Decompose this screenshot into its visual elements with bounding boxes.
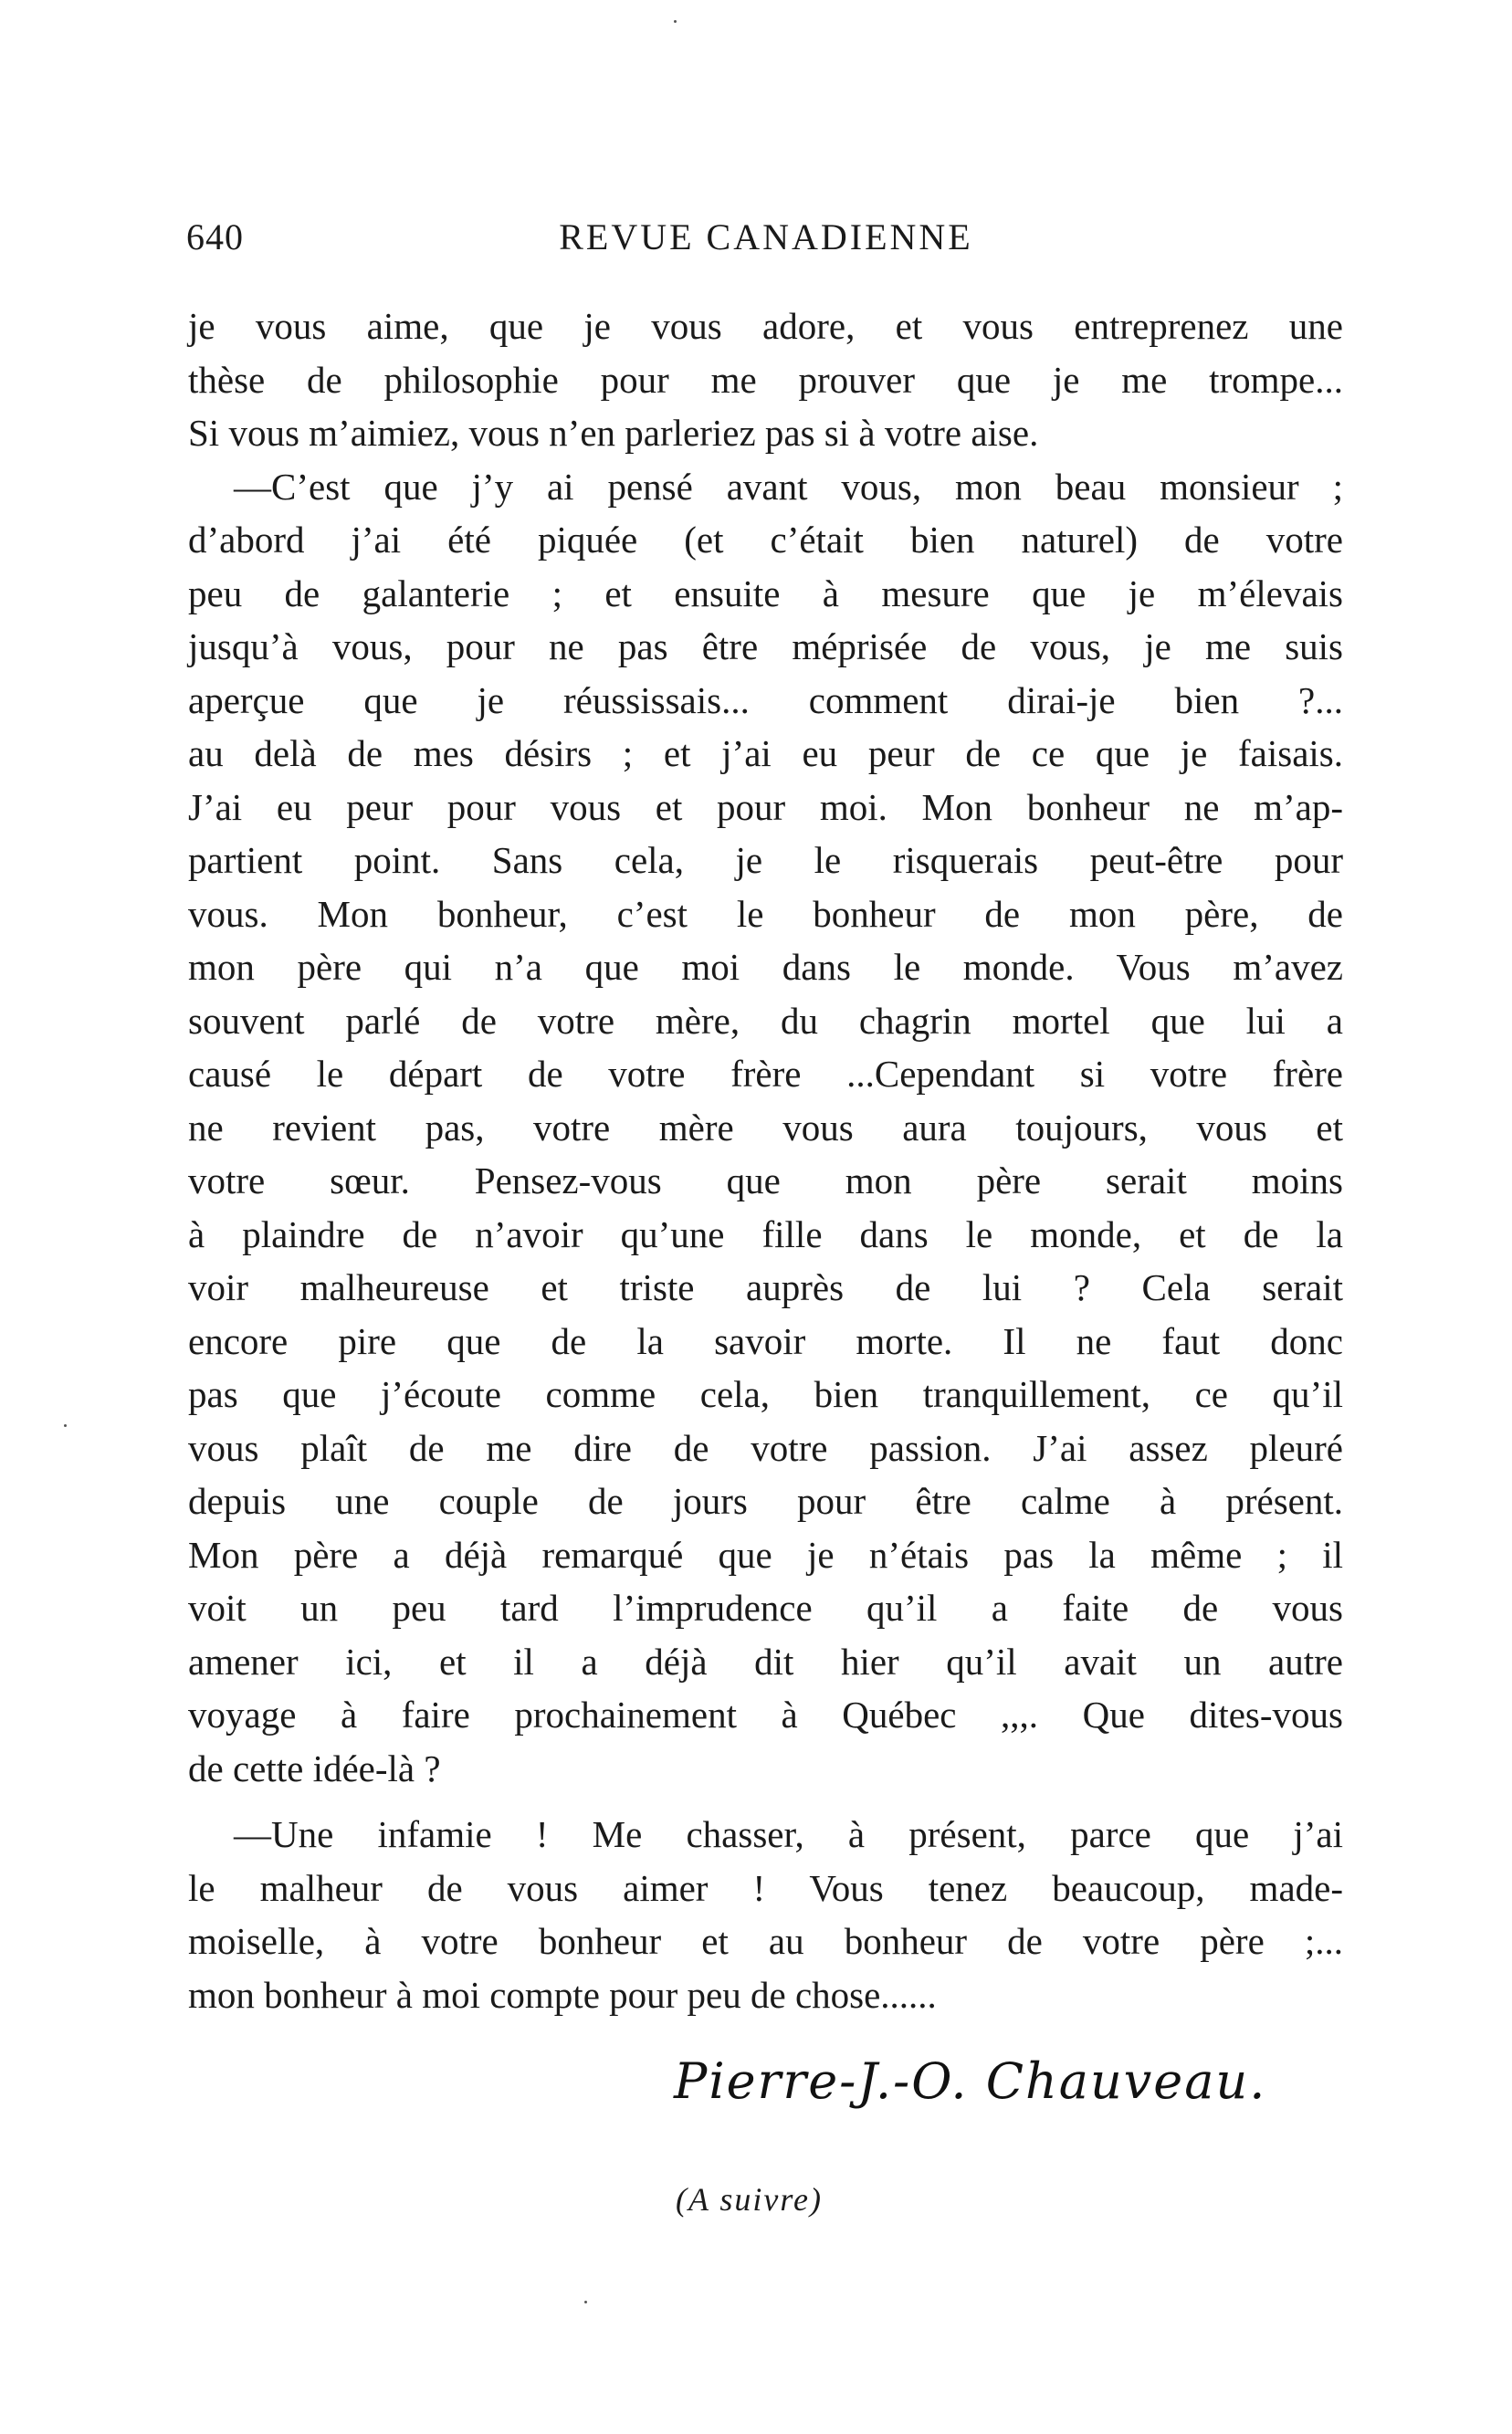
text-line: encore pire que de la savoir morte. Il ne faut donc — [188, 1319, 1343, 1362]
page-header — [186, 215, 1346, 270]
scan-speck — [584, 2301, 587, 2303]
text-line: voyage à faire prochainement à Québec ,,,. Que dites-vous — [188, 1694, 1343, 1736]
scan-speck — [64, 1424, 67, 1427]
page-number: 640 — [186, 216, 244, 257]
text-line: aperçue que je réussissais... comment dirai-je bien ?... — [188, 678, 1343, 721]
text-line: partient point. Sans cela, je le risquerais peut-être pour — [188, 839, 1343, 881]
text-line: —C’est que j’y ai pensé avant vous, mon beau monsieur ; — [234, 465, 1343, 508]
text-line: votre sœur. Pensez-vous que mon père serait moins — [188, 1159, 1343, 1201]
text-line: vous plaît de me dire de votre passion. J’ai assez pleuré — [188, 1426, 1343, 1469]
text-line: mon père qui n’a que moi dans le monde. Vous m’avez — [188, 946, 1343, 988]
text-line: vous. Mon bonheur, c’est le bonheur de mon père, de — [188, 892, 1343, 935]
text-line: causé le départ de votre frère ...Cependant si votre frère — [188, 1053, 1343, 1095]
text-line: Mon père a déjà remarqué que je n’étais pas la même ; il — [188, 1533, 1343, 1576]
text-line: mon bonheur à moi compte pour peu de chose...... — [188, 1973, 937, 2016]
text-line: je vous aime, que je vous adore, et vous entreprenez une — [188, 305, 1343, 347]
running-title: REVUE CANADIENNE — [559, 216, 973, 257]
text-line: depuis une couple de jours pour être calme à présent. — [188, 1480, 1343, 1522]
scan-speck — [674, 20, 677, 23]
text-line: voir malheureuse et triste auprès de lui ? Cela serait — [188, 1266, 1343, 1308]
text-line: voit un peu tard l’imprudence qu’il a faite de vous — [188, 1587, 1343, 1629]
text-line: jusqu’à vous, pour ne pas être méprisée de vous, je me suis — [188, 625, 1343, 667]
text-line: souvent parlé de votre mère, du chagrin mortel que lui a — [188, 999, 1343, 1042]
author-signature: Pierre-J.-O. Chauveau. — [674, 2052, 1267, 2110]
text-line: de cette idée-là ? — [188, 1747, 441, 1789]
to-be-continued-note: (A suivre) — [676, 2181, 823, 2218]
text-line: d’abord j’ai été piquée (et c’était bien naturel) de votre — [188, 519, 1343, 561]
paragraph-gap — [188, 1795, 1343, 1808]
text-line: Si vous m’aimiez, vous n’en parleriez pas si à votre aise. — [188, 412, 1039, 454]
text-line: ne revient pas, votre mère vous aura toujours, vous et — [188, 1106, 1343, 1149]
text-line: peu de galanterie ; et ensuite à mesure que je m’élevais — [188, 572, 1343, 614]
text-line: le malheur de vous aimer ! Vous tenez beaucoup, made- — [188, 1866, 1343, 1909]
text-line: —Une infamie ! Me chasser, à présent, parce que j’ai — [234, 1813, 1343, 1855]
text-line: J’ai eu peur pour vous et pour moi. Mon bonheur ne m’ap- — [188, 785, 1343, 828]
text-line: thèse de philosophie pour me prouver que je me trompe... — [188, 358, 1343, 401]
text-line: amener ici, et il a déjà dit hier qu’il avait un autre — [188, 1640, 1343, 1683]
body-text — [188, 299, 1343, 2021]
text-line: pas que j’écoute comme cela, bien tranquillement, ce qu’il — [188, 1373, 1343, 1415]
text-line: moiselle, à votre bonheur et au bonheur de votre père ;... — [188, 1920, 1343, 1962]
text-line: à plaindre de n’avoir qu’une fille dans le monde, et de la — [188, 1212, 1343, 1255]
text-line: au delà de mes désirs ; et j’ai eu peur de ce que je faisais. — [188, 732, 1343, 774]
